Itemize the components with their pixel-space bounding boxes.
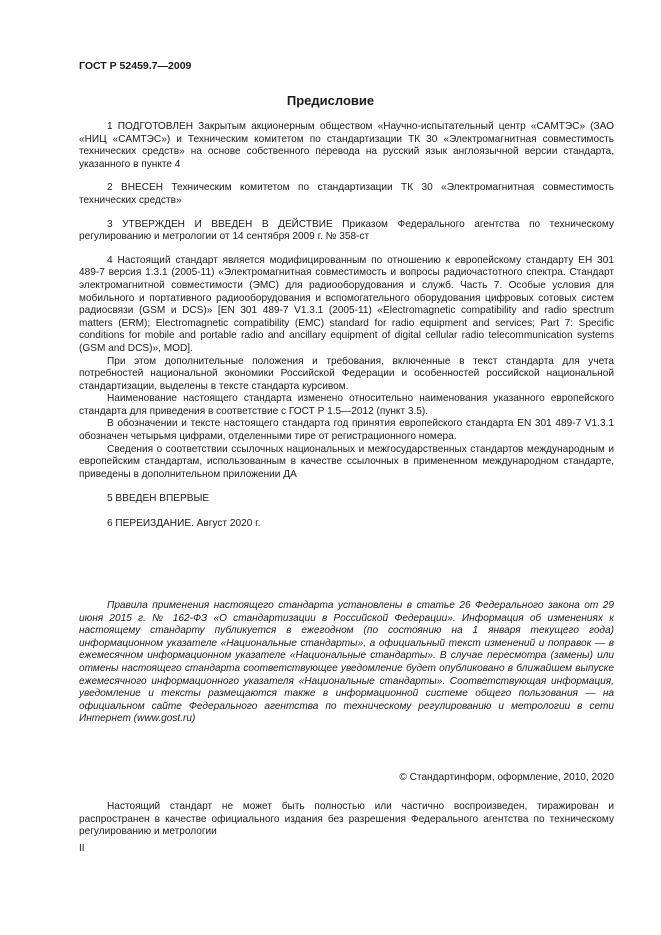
page-title: Предисловие [286, 93, 375, 108]
foreword-body [79, 121, 614, 531]
paragraph-4: 4 Настоящий стандарт является модифицированным по отношению к европейскому стандарту ЕН 301 489-7 версия 1.3.1 (2005-11) «Электромагнитная совместимость и вопросы радиочастотного спектра. Стандарт электромагнитной совместимости (ЭМС) для радиооборудования и служб. Часть 7. Особые условия для мобильного и портативного радиооборудования и вспомогательного оборудования цифровых сотовых систем радиосвязи (GSM и DCS)» [EN 301 489-7 V1.3.1 (2005-11) «Electromagnetic compatibility and radio spectrum matters (ERM); Electromagnetic compatibility (EMC) standard for radio equipment and services; Part 7: Specific conditions for mobile and portable radio and ancillary equipment of digital cellular radio telecommunication systems (GSM and DCS)», MOD]. [79, 254, 614, 354]
paragraph-4-references: Сведения о соответствии ссылочных национальных и межгосударственных стандартов международным и европейским стандартам, использованным в качестве ссылочных в примененном международном стандарте, приведены в дополнительном приложении ДА [79, 443, 614, 480]
paragraph-4-year-notation: В обозначении и тексте настоящего стандарта год принятия европейского стандарта EN 301 489-7 V1.3.1 обозначен четырьмя цифрами, отделенными тире от регистрационного номера. [79, 418, 614, 443]
reproduction-notice [79, 801, 614, 839]
notice-text: Правила применения настоящего стандарта установлены в статье 26 Федерального закона от 29 июня 2015 г. № 162-ФЗ «О стандартизации в Российской Федерации». Информация об изменениях к настоящему стандарту публикуется в ежегодном (по состоянию на 1 января текущего года) информационном указателе «Национальные стандарты», а официальный текст изменений и поправок — в ежемесячном информационном указателе «Национальные стандарты». В случае пересмотра (замены) или отмены настоящего стандарта соответствующее уведомление будет опубликовано в ближайшем выпуске ежемесячного информационного указателя «Национальные стандарты». Соответствующая информация, уведомление и тексты размещаются также в информационной системе общего пользования — на официальном сайте Федерального агентства по техническому регулированию и метрологии в сети Интернет (www.gost.ru) [79, 600, 614, 725]
paragraph-5: 5 ВВЕДЕН ВПЕРВЫЕ [107, 493, 210, 505]
paragraph-4-additions: При этом дополнительные положения и требования, включенные в текст стандарта для учета потребностей национальной экономики Российской Федерации и особенностей российской национальной стандартизации, выделены в тексте стандарта курсивом. [79, 355, 614, 392]
paragraph-2: 2 ВНЕСЕН Техническим комитетом по стандартизации ТК 30 «Электромагнитная совместимость технических средств» [79, 182, 614, 206]
paragraph-1: 1 ПОДГОТОВЛЕН Закрытым акционерным обществом «Научно-испытательный центр «САМТЭС» (ЗАО «НИЦ «САМТЭС») и Техническим комитетом по стандартизации ТК 30 «Электромагнитная совместимость технических средств» на основе собственного перевода на русский язык англоязычной версии стандарта, указанного в пункте 4 [79, 121, 614, 170]
document-header: ГОСТ Р 52459.7—2009 [79, 60, 192, 72]
paragraph-4-name-change: Наименование настоящего стандарта изменено относительно наименования указанного европейского стандарта для приведения в соответствие с ГОСТ Р 1.5—2012 (пункт 3.5). [79, 393, 614, 417]
paragraph-6: 6 ПЕРЕИЗДАНИЕ. Август 2020 г. [107, 518, 261, 530]
copyright-line: © Стандартинформ, оформление, 2010, 2020 [399, 772, 614, 783]
application-rules-notice [79, 600, 614, 726]
paragraph-3: 3 УТВЕРЖДЕН И ВВЕДЕН В ДЕЙСТВИЕ Приказом Федерального агентства по техническому регулированию и метрологии от 14 сентября 2009 г. № 358-ст [79, 218, 614, 243]
page-number: II [79, 843, 85, 854]
reproduction-text: Настоящий стандарт не может быть полностью или частично воспроизведен, тиражирован и распространен в качестве официального издания без разрешения Федерального агентства по техническому регулированию и метрологии [79, 801, 614, 838]
